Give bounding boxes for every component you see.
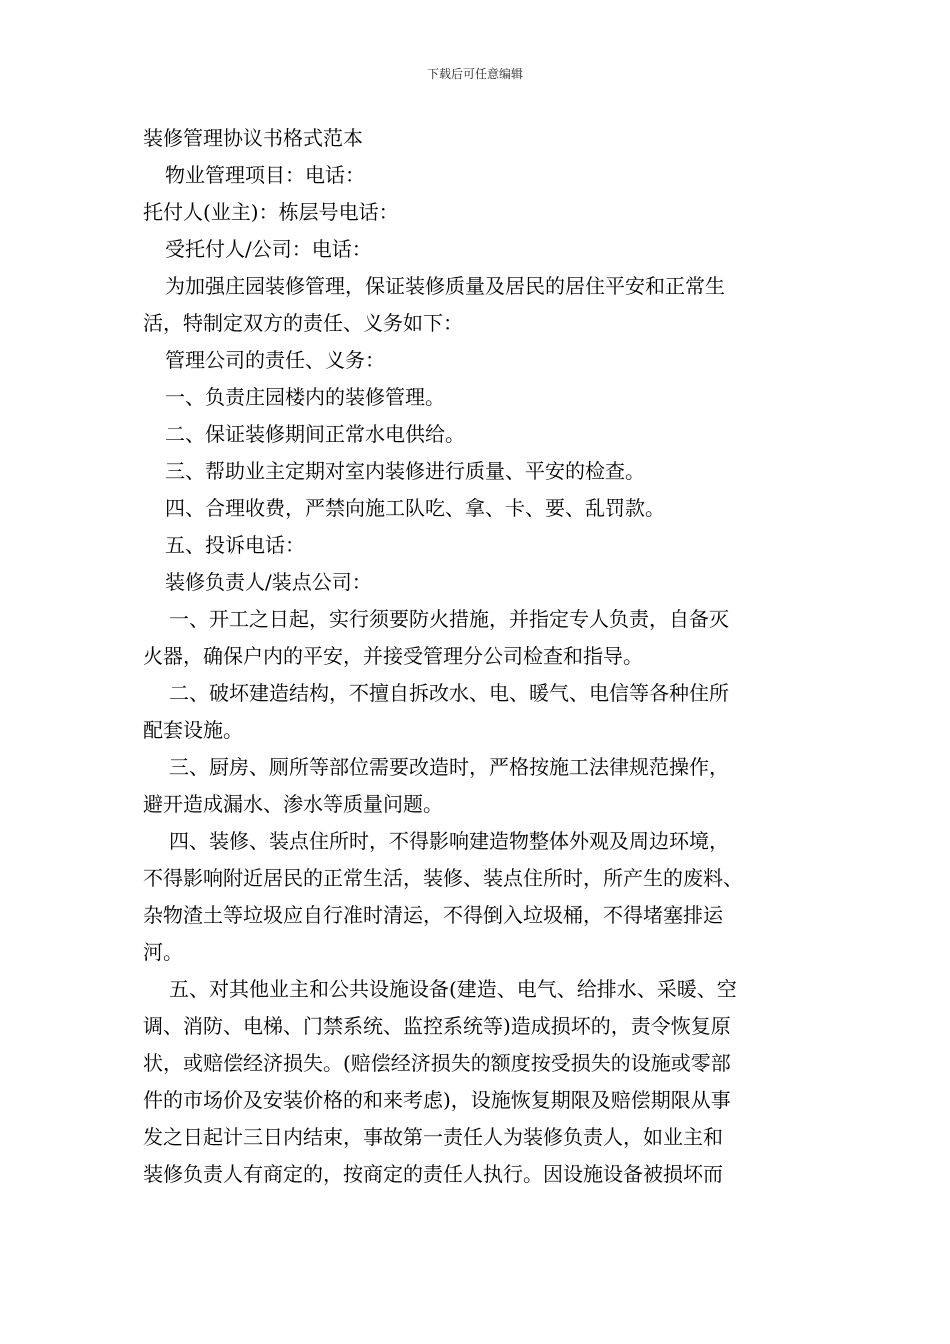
document-line: 物业管理项目：电话： <box>165 163 365 187</box>
document-line: 五、投诉电话： <box>165 533 305 557</box>
document-body <box>143 120 815 1193</box>
document-line: 配套设施。 <box>143 718 243 742</box>
document-line: 三、帮助业主定期对室内装修进行质量、平安的检查。 <box>165 459 645 483</box>
document-line: 不得影响附近居民的正常生活，装修、装点住所时，所产生的废料、 <box>143 866 743 890</box>
document-line: 一、负责庄园楼内的装修管理。 <box>165 385 445 409</box>
document-line: 受托付人/公司：电话： <box>165 237 372 261</box>
document-line: 管理公司的责任、义务： <box>165 348 385 372</box>
document-line: 河。 <box>143 940 183 964</box>
document-line: 发之日起计三日内结束，事故第一责任人为装修负责人，如业主和 <box>143 1125 723 1149</box>
document-line: 调、消防、电梯、门禁系统、监控系统等)造成损坏的，责令恢复原 <box>143 1014 731 1038</box>
document-line: 状，或赔偿经济损失。(赔偿经济损失的额度按受损失的设施或零部 <box>143 1051 731 1075</box>
document-line: 二、保证装修期间正常水电供给。 <box>165 422 465 446</box>
document-line: 三、厨房、厕所等部位需要改造时，严格按施工法律规范操作， <box>169 755 729 779</box>
document-line: 活，特制定双方的责任、义务如下： <box>143 311 463 335</box>
document-line: 二、破坏建造结构，不擅自拆改水、电、暖气、电信等各种住所 <box>169 681 729 705</box>
document-line: 火器，确保户内的平安，并接受管理分公司检查和指导。 <box>143 644 643 668</box>
document-line: 五、对其他业主和公共设施设备(建造、电气、给排水、采暖、空 <box>169 977 737 1001</box>
document-line: 为加强庄园装修管理，保证装修质量及居民的居住平安和正常生 <box>165 274 725 298</box>
document-line: 避开造成漏水、渗水等质量问题。 <box>143 792 443 816</box>
document-title: 装修管理协议书格式范本 <box>143 126 363 150</box>
document-line: 托付人(业主)：栋层号电话： <box>143 200 399 224</box>
document-line: 一、开工之日起，实行须要防火措施，并指定专人负责，自备灭 <box>169 607 729 631</box>
document-line: 杂物渣土等垃圾应自行准时清运，不得倒入垃圾桶，不得堵塞排运 <box>143 903 723 927</box>
page-header-note: 下载后可任意编辑 <box>426 67 523 81</box>
document-line: 装修负责人/装点公司： <box>165 570 372 594</box>
document-line: 四、合理收费，严禁向施工队吃、拿、卡、要、乱罚款。 <box>165 496 665 520</box>
document-line: 装修负责人有商定的，按商定的责任人执行。因设施设备被损坏而 <box>143 1162 723 1186</box>
document-line: 四、装修、装点住所时，不得影响建造物整体外观及周边环境， <box>169 829 729 853</box>
document-line: 件的市场价及安装价格的和来考虑)，设施恢复期限及赔偿期限从事 <box>143 1088 731 1112</box>
